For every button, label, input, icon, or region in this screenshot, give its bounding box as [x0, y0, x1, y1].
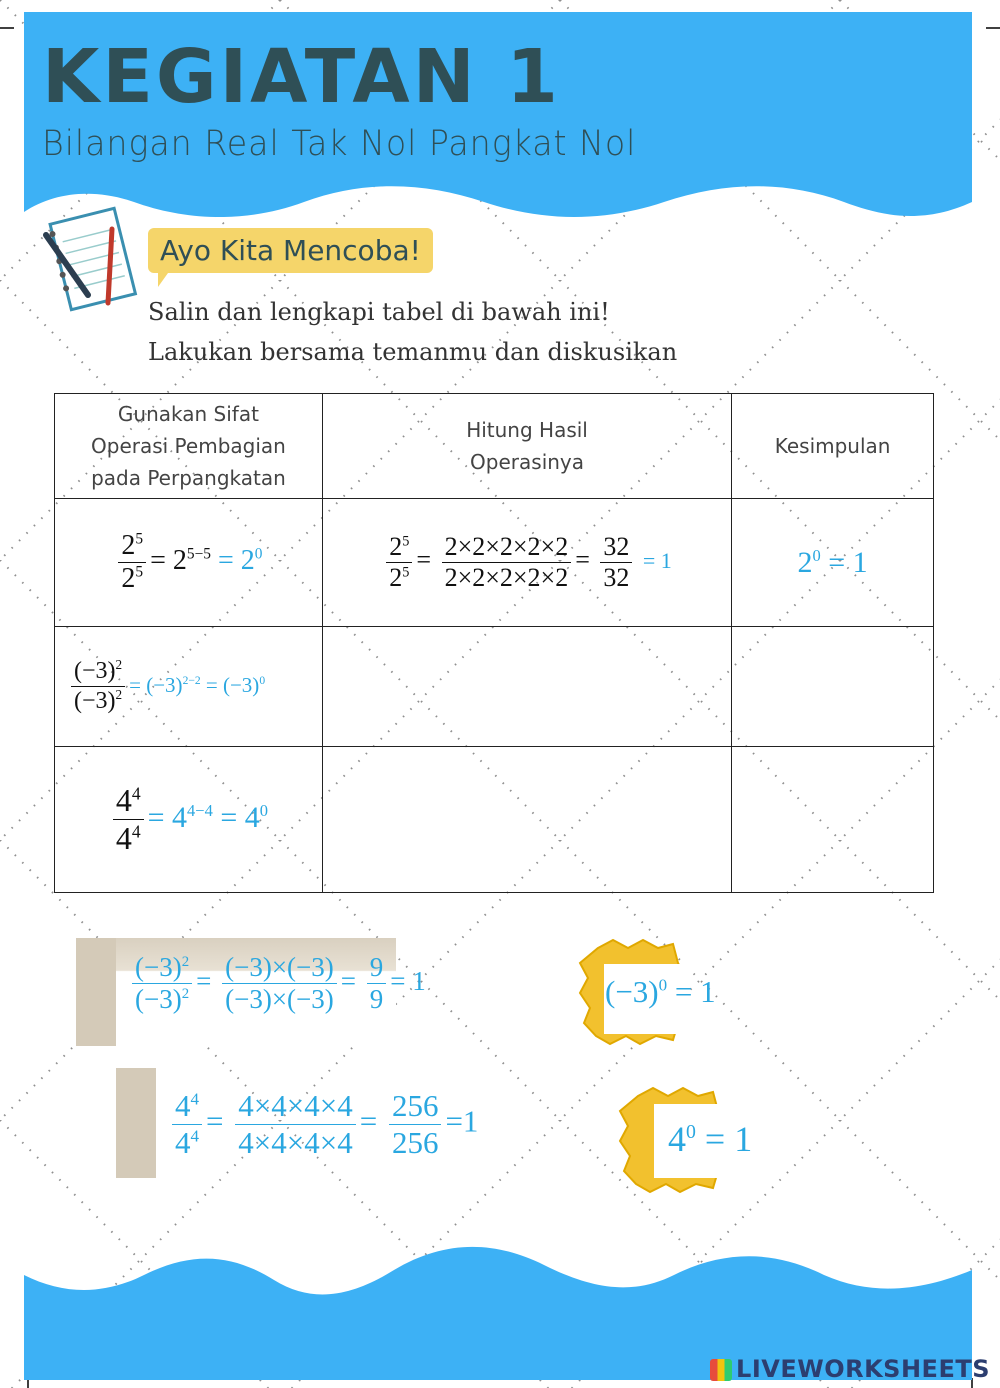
table-header-row: [55, 394, 934, 499]
liveworksheets-logo[interactable]: LIVEWORKSHEETS: [710, 1355, 990, 1383]
answer-cell-empty[interactable]: [322, 627, 731, 747]
notebook-icon: [38, 205, 148, 315]
sticker-text-2[interactable]: $4^0 = 1$: [668, 1119, 753, 1159]
table-cell: $2^0 = 1$: [732, 499, 934, 627]
sticker-text-1[interactable]: $(-3)^0 = 1$: [605, 974, 716, 1009]
table-header: Hitung Hasil Operasinya: [322, 394, 731, 499]
table-row: [55, 499, 934, 627]
table-row: [55, 627, 934, 747]
table-cell: $\frac{4^4}{4^4}$ = $4^{4-4} = 4^0$: [55, 747, 323, 893]
table-header: Kesimpulan: [732, 394, 934, 499]
table-header: Gunakan Sifat Operasi Pembagian pada Perpangkatan: [55, 394, 323, 499]
answer-cell-empty[interactable]: [322, 747, 731, 893]
page-subtitle: Bilangan Real Tak Nol Pangkat Nol: [42, 124, 637, 164]
answer-card-2[interactable]: [116, 1068, 156, 1178]
instruction-text-2: Lakukan bersama temanmu dan diskusikan: [148, 338, 678, 366]
exponent-table: [54, 393, 934, 893]
answer-expression-1[interactable]: $\frac{(-3)^2}{(-3)^2}$ = $\frac{(-3)\times(-3)}{(-3)\times(-3)}$ = $\frac{9}{9}$ = 1: [128, 952, 426, 1015]
table-cell: $\frac{2^5}{2^5}$ = $\frac{2\times 2\times 2\times 2\times 2}{2\times 2\times 2\times 2\times 2}$ = $\frac{32}{32}$ = 1: [322, 499, 731, 627]
callout-label: Ayo Kita Mencoba!: [148, 228, 433, 273]
logo-icon: [710, 1359, 732, 1381]
table-cell: $\frac{2^5}{2^5}$ = $2^{5-5} = 2^0$: [55, 499, 323, 627]
table-row: [55, 747, 934, 893]
answer-cell-empty[interactable]: [732, 627, 934, 747]
instruction-text-1: Salin dan lengkapi tabel di bawah ini!: [148, 298, 610, 326]
table-cell: $\frac{(-3)^2}{(-3)^2}$ = $(-3)^{2-2} = (-3)^0$: [55, 627, 323, 747]
answer-expression-2[interactable]: $\frac{4^4}{4^4}$ = $\frac{4\times 4\times 4\times 4}{4\times 4\times 4\times 4}$ = $\frac{256}{256}$ =1: [168, 1088, 478, 1160]
answer-cell-empty[interactable]: [732, 747, 934, 893]
page-title: KEGIATAN 1: [42, 34, 561, 120]
